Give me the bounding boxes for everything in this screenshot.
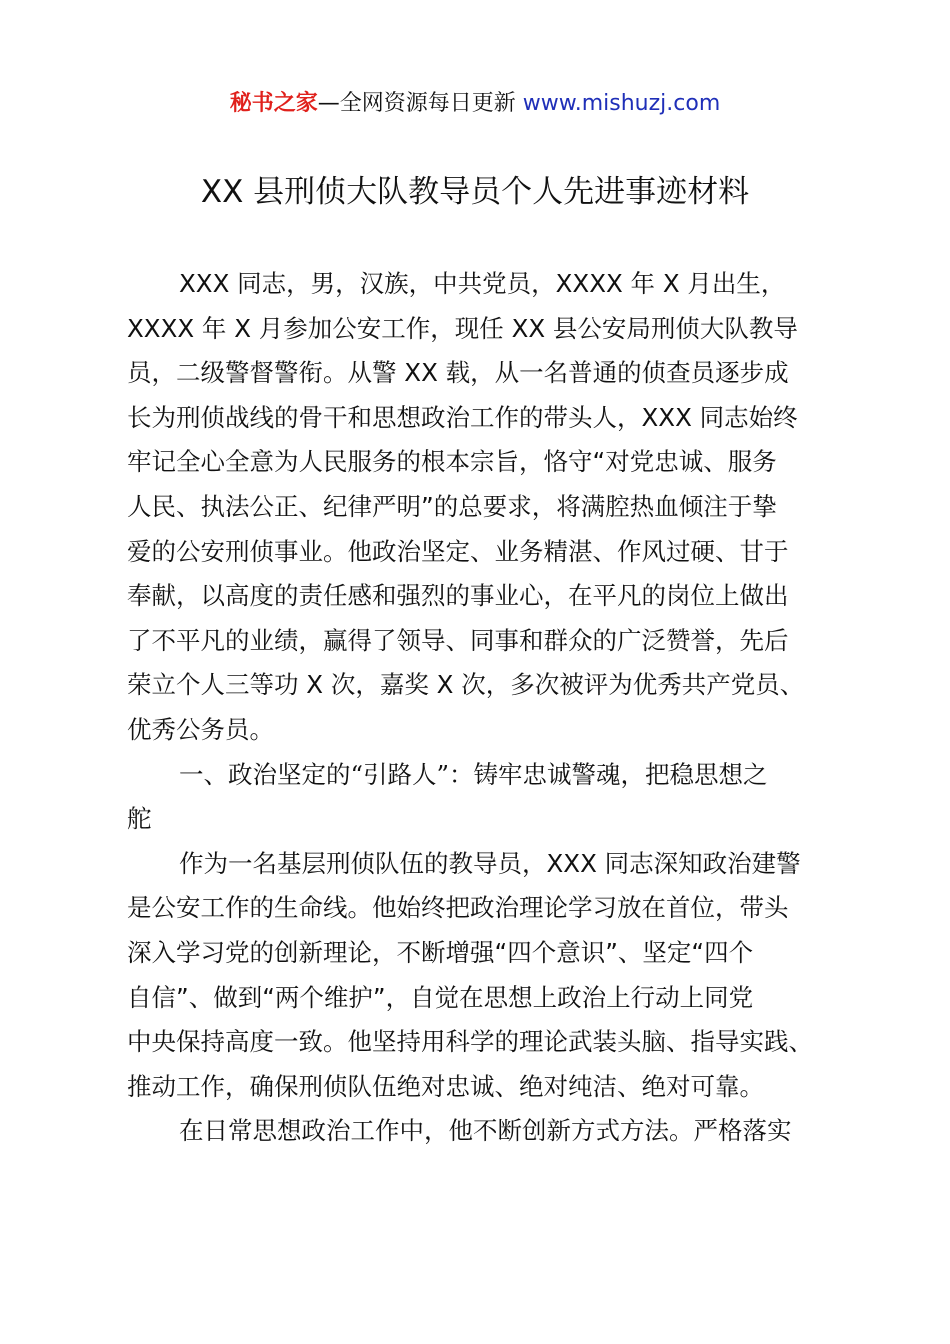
document-title: XX 县刑侦大队教导员个人先进事迹材料 xyxy=(200,174,750,210)
body-line: 人民、执法公正、纪律严明”的总要求，将满腔热血倾注于挚 xyxy=(127,491,777,521)
body-line: 深入学习党的创新理论，不断增强“四个意识”、坚定“四个 xyxy=(127,937,754,967)
body-line: 作为一名基层刑侦队伍的教导员，XXX 同志深知政治建警 xyxy=(179,848,801,878)
body-line: 是公安工作的生命线。他始终把政治理论学习放在首位，带头 xyxy=(127,893,789,923)
body-line: 优秀公务员。 xyxy=(127,714,274,744)
body-line: 在日常思想政治工作中，他不断创新方式方法。严格落实 xyxy=(179,1116,792,1146)
body-line: XXXX 年 X 月参加公安工作，现任 XX 县公安局刑侦大队教导 xyxy=(127,313,798,343)
body-line: 荣立个人三等功 X 次，嘉奖 X 次，多次被评为优秀共产党员、 xyxy=(127,670,805,700)
body-line: 奉献，以高度的责任感和强烈的事业心，在平凡的岗位上做出 xyxy=(127,581,789,611)
section-heading-continued: 舵 xyxy=(127,804,152,834)
body-line: XXX 同志，男，汉族，中共党员，XXXX 年 X 月出生， xyxy=(179,269,786,298)
body-line: 了不平凡的业绩，赢得了领导、同事和群众的广泛赞誉，先后 xyxy=(127,625,789,655)
site-header xyxy=(0,88,950,120)
site-brand: 秘书之家 xyxy=(229,91,318,116)
site-slogan: —全网资源每日更新 xyxy=(317,91,523,116)
body-line: 中央保持高度一致。他坚持用科学的理论武装头脑、指导实践、 xyxy=(127,1027,813,1057)
body-line: 牢记全心全意为人民服务的根本宗旨，恪守“对党忠诚、服务 xyxy=(127,447,777,477)
document-body xyxy=(127,262,839,1154)
site-url-link[interactable]: www.mishuzj.com xyxy=(522,91,721,116)
body-line: 自信”、做到“两个维护”，自觉在思想上政治上行动上同党 xyxy=(127,982,754,1012)
body-line: 长为刑侦战线的骨干和思想政治工作的带头人，XXX 同志始终 xyxy=(127,402,798,432)
section-heading: 一、政治坚定的“引路人”：铸牢忠诚警魂，把稳思想之 xyxy=(179,759,768,789)
body-line: 爱的公安刑侦事业。他政治坚定、业务精湛、作风过硬、甘于 xyxy=(127,536,789,566)
body-line: 推动工作，确保刑侦队伍绝对忠诚、绝对纯洁、绝对可靠。 xyxy=(127,1071,764,1101)
body-line: 员，二级警督警衔。从警 XX 载，从一名普通的侦查员逐步成 xyxy=(127,358,789,388)
